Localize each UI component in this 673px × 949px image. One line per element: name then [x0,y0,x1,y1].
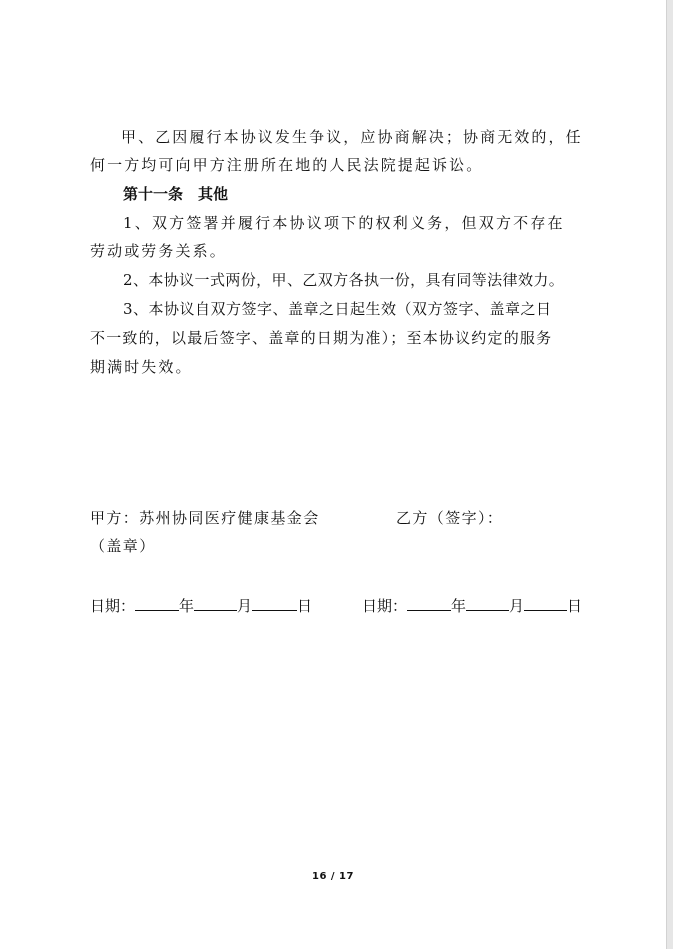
month-label: 月 [237,597,253,615]
date-label: 日期： [90,597,136,615]
item-1-line-1: 1、双方签署并履行本协议项下的权利义务，但双方不存在 [123,214,565,232]
party-b-label: 乙方（签字）： [396,509,504,527]
item-2-line-1: 2、本协议一式两份，甲、乙双方各执一份，具有同等法律效力。 [123,271,565,289]
day-blank [252,596,297,611]
year-blank [135,596,179,611]
party-a-date [90,596,312,616]
article-11-heading: 第十一条 其他 [123,185,229,203]
month-label: 月 [509,597,525,615]
year-blank [407,596,451,611]
item-3-line-2: 不一致的，以最后签字、盖章的日期为准）；至本协议约定的服务 [90,329,553,347]
party-b-date [362,596,582,616]
day-blank [524,596,567,611]
month-blank [466,596,509,611]
dispute-paragraph-line-2: 何一方均可向甲方注册所在地的人民法院提起诉讼。 [90,156,484,174]
month-blank [194,596,237,611]
item-3-line-1: 3、本协议自双方签字、盖章之日起生效（双方签字、盖章之日 [123,300,552,318]
item-3-line-3: 期满时失效。 [90,358,193,376]
viewer-scroll-edge[interactable] [666,0,673,949]
date-label: 日期： [362,597,408,615]
day-label: 日 [567,597,583,615]
dispute-paragraph-line-1: 甲、乙因履行本协议发生争议，应协商解决；协商无效的，任 [121,128,583,146]
year-label: 年 [179,597,195,615]
year-label: 年 [451,597,467,615]
page-number: 16 / 17 [312,871,354,882]
item-1-line-2: 劳动或劳务关系。 [90,242,227,260]
day-label: 日 [297,597,313,615]
party-a-label: 甲方：苏州协同医疗健康基金会 [90,509,320,527]
seal-label: （盖章） [90,537,156,555]
